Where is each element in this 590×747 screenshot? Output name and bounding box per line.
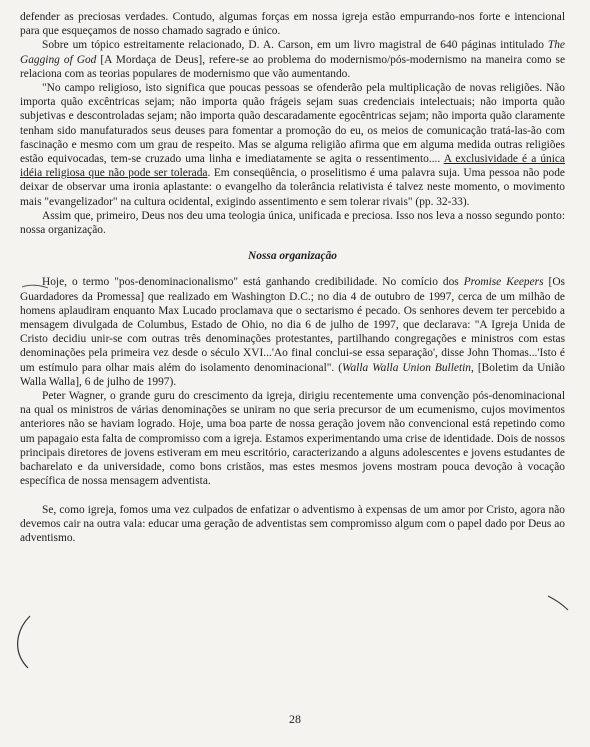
margin-dash-mark [548,596,568,610]
paragraph-final: Se, como igreja, fomos uma vez culpados de enfatizar o adventismo à expensas de um amor por Cristo, agora não devemos cair na outra vala: educar uma geração de adventistas sem compromisso algum com o papel dado por Deus ao adventismo. [20,503,565,544]
carson-text-a: Sobre um tópico estreitamente relacionado, D. A. Carson, em um livro magistral de 640 páginas intitulado [42,39,548,52]
paragraph-intro: defender as preciosas verdades. Contudo, algumas forças em nossa igreja estão empurrando-nos forte e intencional para que esqueçamos de nosso chamado sagrado e único. [20,11,565,38]
pd-text-b: [Os Guardadores da Promessa] que realizado em Washington D.C.; no dia 4 de outubro de 1997, cerca de um milhão de homens aplaudiram enquanto Max Lucado proclamava que o sectarismo é pecado. Os senhores devem ter percebido a mensagem divulgada de Columbus, Estado de Ohio, no dia 6 de julho de 1997, que declarava: "A Igreja Unida de Cristo decidiu unir-se com outras três denominações protestantes, partilhando congregações e ministros com estas denominações pela primeira vez desde o século XVI...'Ao final conclui-se essa separação', disse John Thomas...'Isto é um estímulo para olhar mais além do isolamento denominacional". ( [20,276,565,374]
promise-keepers: Promise Keepers [463,276,544,289]
quote-text-b: . Em conseqüência, o proselitismo é uma palavra suja. Uma pessoa não pode deixar de observar uma ironia aplastante: o evangelho da tolerância relativista é talvez neste momento, o movimento mais "evangelizador" na cultura ocidental, exigindo assentimento e sem tolerar rivais" (pp. 32-33). [20,167,565,208]
document-body [20,10,565,545]
paragraph-conclusion: Assim que, primeiro, Deus nos deu uma teologia única, unificada e preciosa. Isso nos leva a nosso segundo ponto: nossa organização. [20,209,565,237]
carson-text-b: [A Mordaça de Deus], refere-se ao problema do modernismo/pós-modernismo na maneira como se relaciona com as teorias populares de modernismo que vão aumentando. [20,53,565,80]
pd-text-c: , [Boletim da União Walla Walla], 6 de julho de 1997). [20,361,565,388]
quote-text-a: "No campo religioso, isto significa que poucas pessoas se ofenderão pela multiplicação de novas religiões. Não importa quão excêntricas sejam; não importa quão frágeis sejam suas credenciais intelectuais; não importa quão subjetivas e descontroladas sejam; não importa quão descaradamente egocêntricas sejam; não importa quão claramente tenham sido manufaturados seus deuses para fomentar a promoção do eu, os meios de comunicação tratá-las-ão com fascinação e mesmo com um grau de respeito. Mas se alguma religião afirma que em alguma medida outras religiões estão equivocadas, tem-se cruzado uma linha e imediatamente se agita o ressentimento.... [20,82,565,166]
page-number: 28 [289,712,301,726]
source-title: Walla Walla Union Bulletin [342,361,471,374]
book-title: The Gagging of God [20,39,565,66]
pd-text-a: Hoje, o termo "pos-denominacionalismo" está ganhando credibilidade. No comício dos [42,276,464,289]
paragraph-wagner: Peter Wagner, o grande guru do crescimento da igreja, dirigiu recentemente uma convenção pós-denominacional na qual os ministros de várias denominações se uniram no que seria precursor de um ecumenismo, cujos movimentos anteriores não se haviam logrado. Hoje, uma boa parte de nossa geração jovem não convencional está repetindo como um papagaio esta falta de compromisso com a igreja. Estamos experimentando uma crise de identidade. Dois de nossos principais diretores de jovens estiveram em meu escritório, caracterizando a alguns adolescentes e jovens estudantes de bacharelato e da universidade, como bons cristãos, mas estes mesmos jovens mostram pouca devoção à vocação específica de nossa mensagem adventista. [20,390,565,488]
paragraph-quote [20,81,565,209]
underlined-phrase: A exclusividade é a única idéia religiosa que não pode ser tolerada [20,153,565,180]
margin-bracket-mark [18,616,30,668]
section-heading: Nossa organização [248,250,337,263]
paragraph-carson [20,38,565,81]
paragraph-postdenominational [20,275,565,389]
